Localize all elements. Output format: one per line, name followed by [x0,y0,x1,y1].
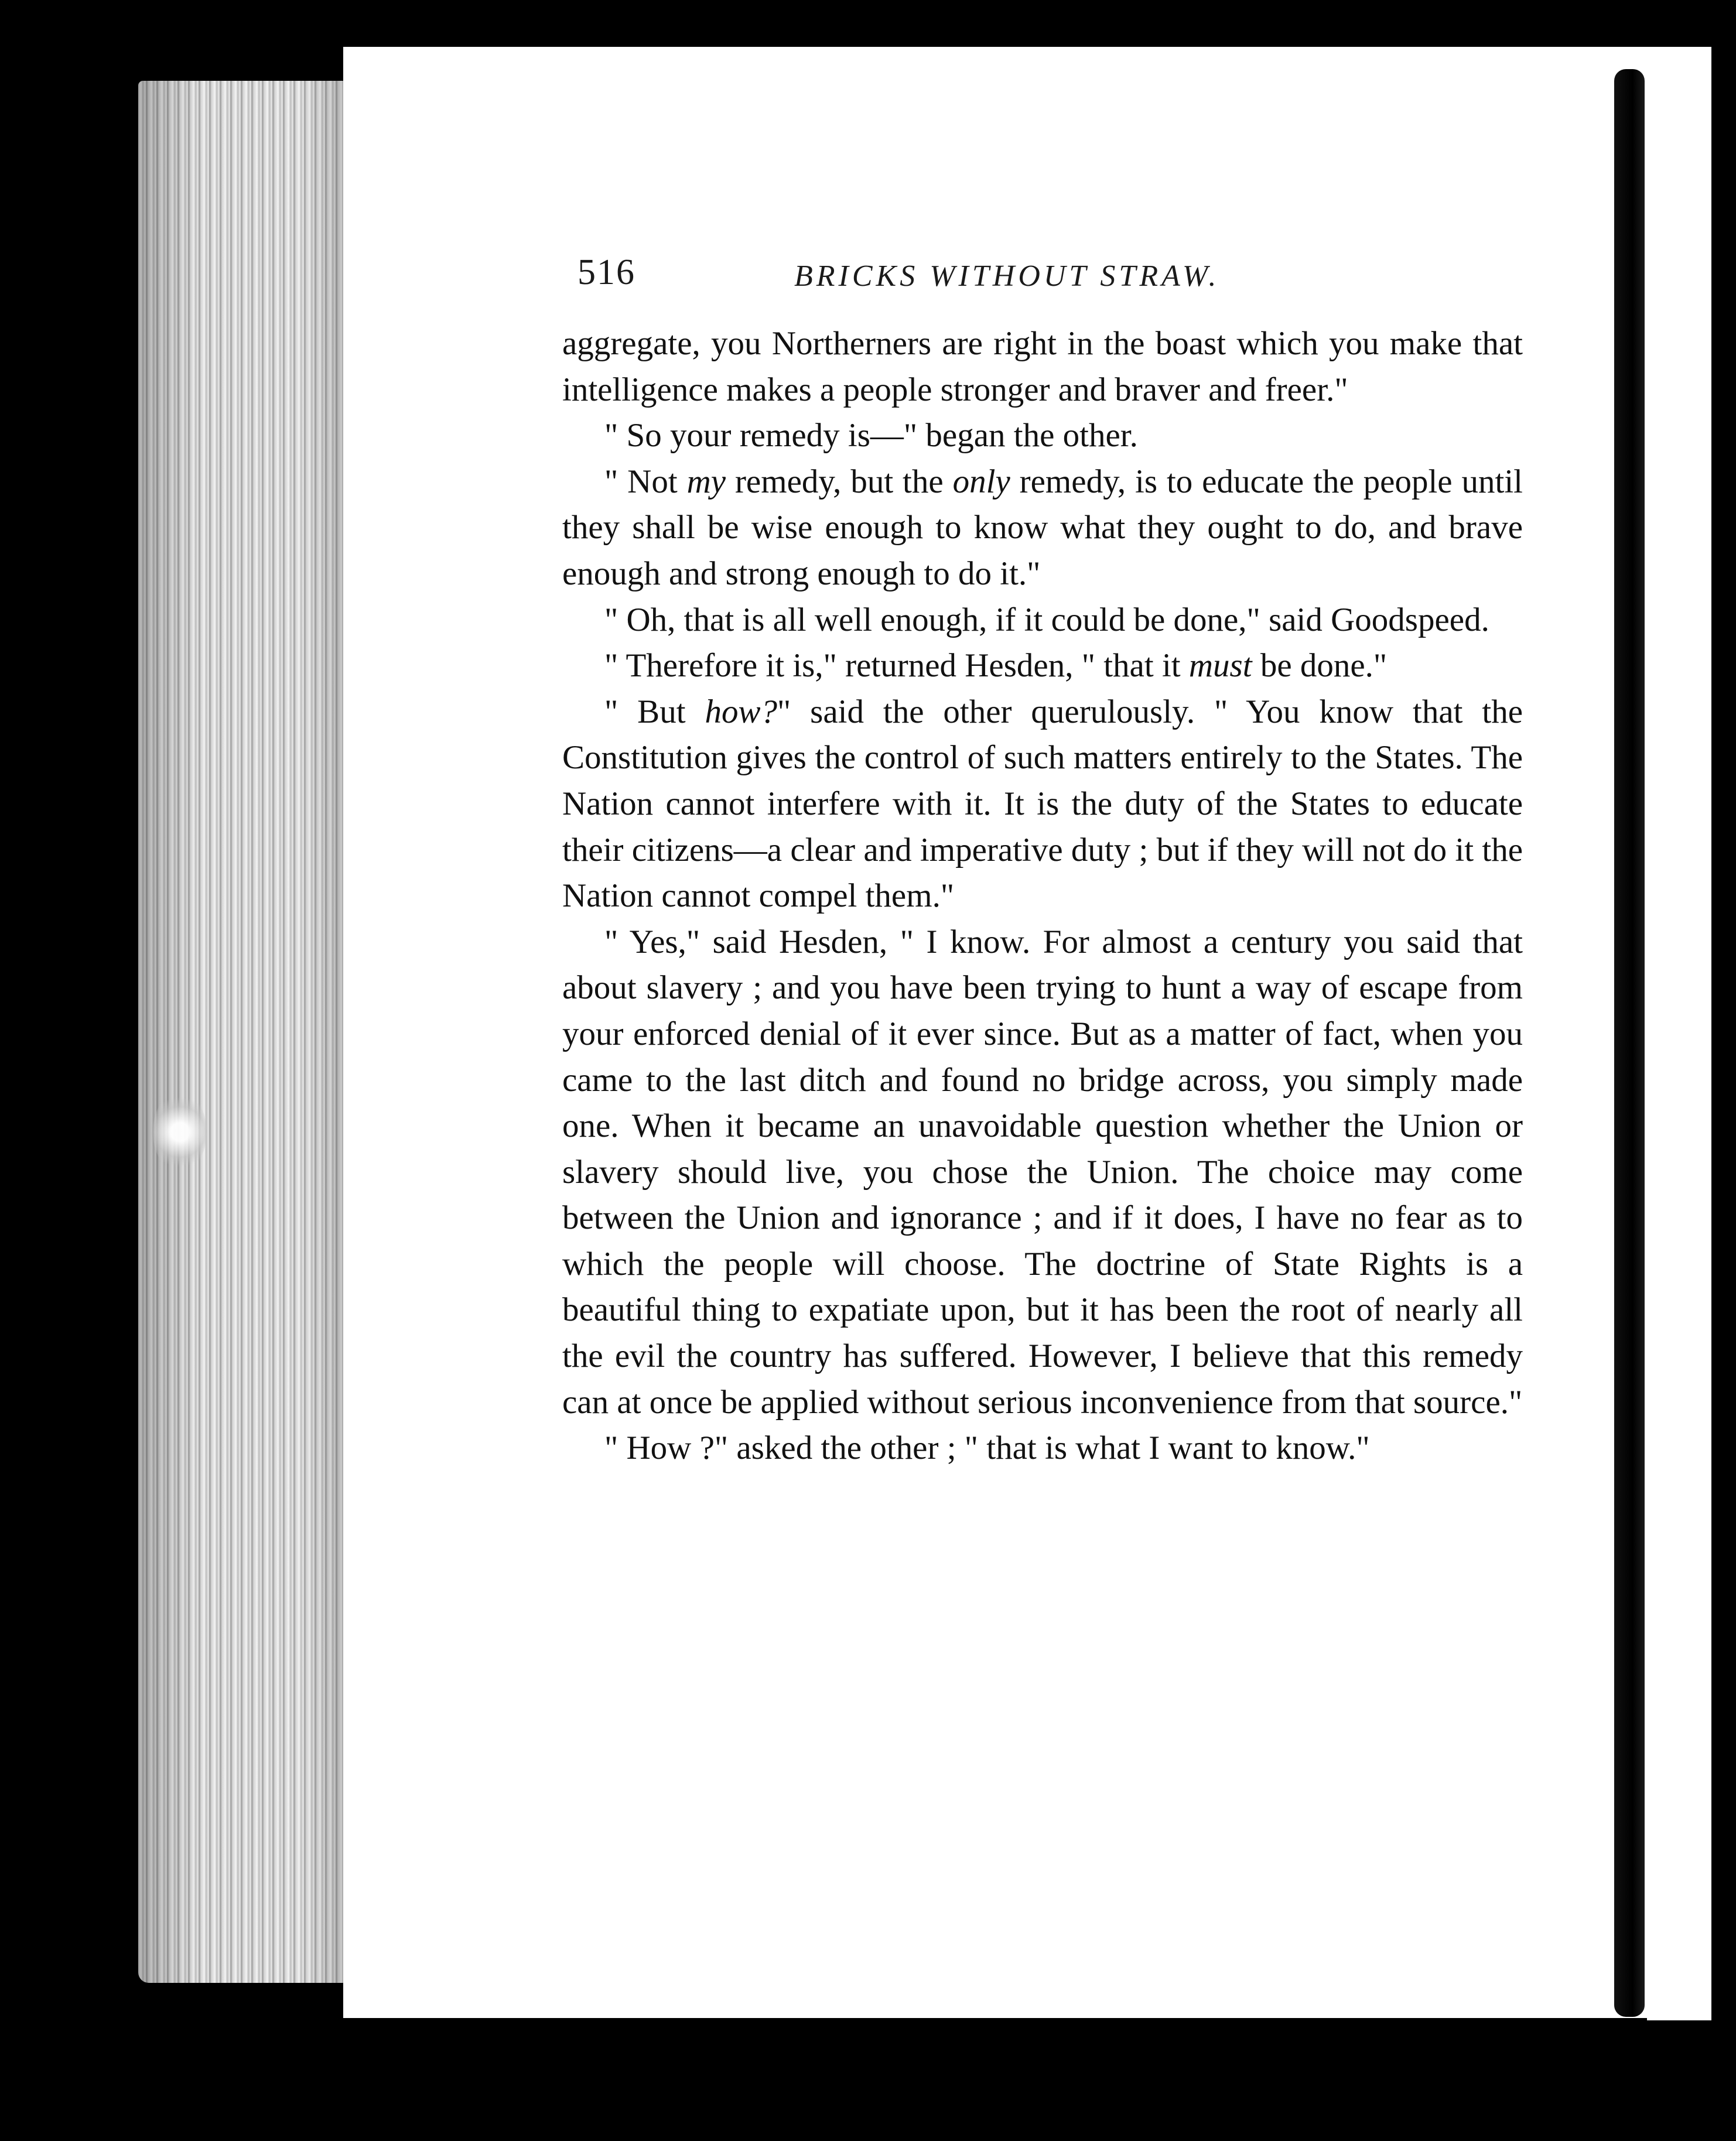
paragraph: " Yes," said Hesden, " I know. For almost a century you said that about slavery ; and you have been trying to hunt a way of escape from your enforced denial of it ever since. But as a matter of fact, when you came to the last ditch and found no bridge across, you simply made one. When it became an unavoidable question whether the Union or slavery should live, you chose the Union. The choice may come between the Union and ignorance ; and if it does, I have no fear as to which the people will choose. The doctrine of State Rights is a beautiful thing to expatiate upon, but it has been the root of nearly all the evil the country has suffered. However, I believe that this remedy can at once be applied without serious inconvenience from that source." [562,923,1523,1421]
paragraph: " Therefore it is," returned Hesden, " that it must be done." [604,647,1388,685]
book-page-edges [138,81,344,1983]
emphasis: my [686,463,726,500]
running-title: BRICKS WITHOUT STRAW. [794,259,1220,293]
paragraph: " Oh, that is all well enough, if it could be done," said Goodspeed. [604,601,1489,638]
paragraph: " How ?" asked the other ; " that is what I want to know." [604,1429,1370,1467]
emphasis: only [952,463,1010,500]
paragraph: " Not my remedy, but the only remedy, is to educate the people until they shall be wise enough to know what they ought to do, and brave enough and strong enough to do it." [562,463,1523,592]
next-page-gutter [1614,69,1645,2017]
next-page-edge [1647,47,1711,2020]
emphasis: must [1188,647,1252,685]
edge-blemish [153,1094,206,1170]
paragraph: " So your remedy is—" began the other. [604,417,1138,454]
page-header [577,252,1520,310]
paragraph: aggregate, you Northerners are right in the boast which you make that intelligence makes a people stronger and braver and freer." [562,325,1523,408]
page-number: 516 [577,252,635,292]
emphasis: how? [705,693,777,730]
page-body [562,321,1523,1472]
paragraph: " But how?" said the other querulously. " You know that the Constitution gives the control of such matters entirely to the States. The Nation cannot interfere with it. It is the duty of the States to educate their citizens—a clear and imperative duty ; but if they will not do it the Nation cannot compel them." [562,693,1523,915]
